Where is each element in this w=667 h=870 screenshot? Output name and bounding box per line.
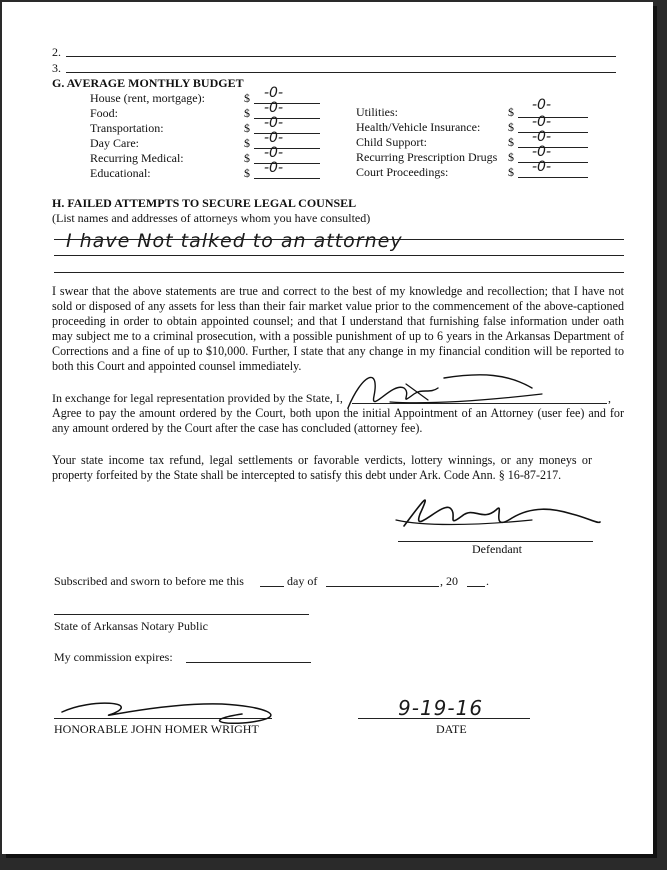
- handwritten-amount: -0-: [264, 160, 284, 176]
- handwritten-amount: -0-: [532, 129, 552, 145]
- budget-label: Educational:: [90, 166, 151, 180]
- budget-label: Day Care:: [90, 136, 139, 150]
- signature-ink: [2, 2, 653, 854]
- sworn-text: Subscribed and sworn to before me this: [54, 574, 244, 588]
- budget-label: Child Support:: [356, 135, 428, 149]
- handwritten-date: 9-19-16: [398, 696, 484, 720]
- currency-sign: $: [244, 91, 250, 105]
- sworn-period: .: [486, 574, 489, 588]
- sworn-statement: I swear that the above statements are true and correct to the best of my knowledge and recollection; that I have not sold or disposed of any assets for less than their fair market value prior to the commencement of the above-captioned proceeding in order to obtain appointed counsel; and that I understand that furnishing false information under oath may subject me to a criminal prosecution, with a possible punishment of up to 6 years in the Arkansas Department of Corrections and a fine of up to $10,000. Further, I state that any change in my financial condition will be reported to both this Court and appointed counsel immediately.: [52, 284, 624, 373]
- budget-label: Recurring Prescription Drugs: [356, 150, 498, 164]
- sworn-year-prefix: , 20: [440, 574, 458, 588]
- section-h-subheading: (List names and addresses of attorneys whom you have consulted): [52, 211, 371, 225]
- handwritten-amount: -0-: [264, 100, 284, 116]
- section-g-heading: G. AVERAGE MONTHLY BUDGET: [52, 76, 244, 90]
- judge-signature: [62, 703, 271, 723]
- currency-sign: $: [508, 135, 514, 149]
- budget-label: Recurring Medical:: [90, 151, 184, 165]
- commission-label: My commission expires:: [54, 650, 173, 664]
- budget-label: Utilities:: [356, 105, 398, 119]
- section-h-heading: H. FAILED ATTEMPTS TO SECURE LEGAL COUNSEL: [52, 196, 357, 210]
- judge-label: HONORABLE JOHN HOMER WRIGHT: [54, 722, 259, 736]
- handwritten-amount: -0-: [264, 145, 284, 161]
- currency-sign: $: [508, 105, 514, 119]
- handwritten-amount: -0-: [264, 85, 284, 101]
- currency-sign: $: [244, 121, 250, 135]
- defendant-label: Defendant: [472, 542, 522, 556]
- date-label: DATE: [436, 722, 467, 736]
- currency-sign: $: [508, 165, 514, 179]
- notary-label: State of Arkansas Notary Public: [54, 619, 208, 633]
- handwritten-amount: -0-: [532, 114, 552, 130]
- exchange-comma: ,: [608, 391, 611, 405]
- handwritten-amount: -0-: [264, 115, 284, 131]
- exchange-agreement: Agree to pay the amount ordered by the Court, both upon the initial Appointment of an Attorney (user fee) and for any amount ordered by the Court after the case has concluded (attorney fee).: [52, 406, 624, 435]
- handwritten-attorney-note: I have Not talked to an attorney: [66, 230, 403, 252]
- budget-label: House (rent, mortgage):: [90, 91, 205, 105]
- budget-label: Transportation:: [90, 121, 164, 135]
- currency-sign: $: [244, 151, 250, 165]
- currency-sign: $: [244, 136, 250, 150]
- form-page: [2, 2, 653, 854]
- handwritten-amount: -0-: [264, 130, 284, 146]
- list-number-3: 3.: [52, 61, 61, 75]
- sworn-day-of: day of: [287, 574, 318, 588]
- intercept-notice: Your state income tax refund, legal settlements or favorable verdicts, lottery winnings, or any moneys or property forfeited by the State shall be intercepted to satisfy this debt under Ark. Code Ann. § 16-87-217.: [52, 453, 592, 482]
- currency-sign: $: [508, 150, 514, 164]
- currency-sign: $: [508, 120, 514, 134]
- budget-label: Health/Vehicle Insurance:: [356, 120, 481, 134]
- budget-label: Court Proceedings:: [356, 165, 449, 179]
- currency-sign: $: [244, 106, 250, 120]
- list-number-2: 2.: [52, 45, 61, 59]
- handwritten-amount: -0-: [532, 97, 552, 113]
- handwritten-amount: -0-: [532, 144, 552, 160]
- currency-sign: $: [244, 166, 250, 180]
- handwritten-amount: -0-: [532, 159, 552, 175]
- defendant-signature-mark: [348, 375, 532, 408]
- budget-label: Food:: [90, 106, 119, 120]
- exchange-intro: In exchange for legal representation provided by the State, I,: [52, 391, 343, 405]
